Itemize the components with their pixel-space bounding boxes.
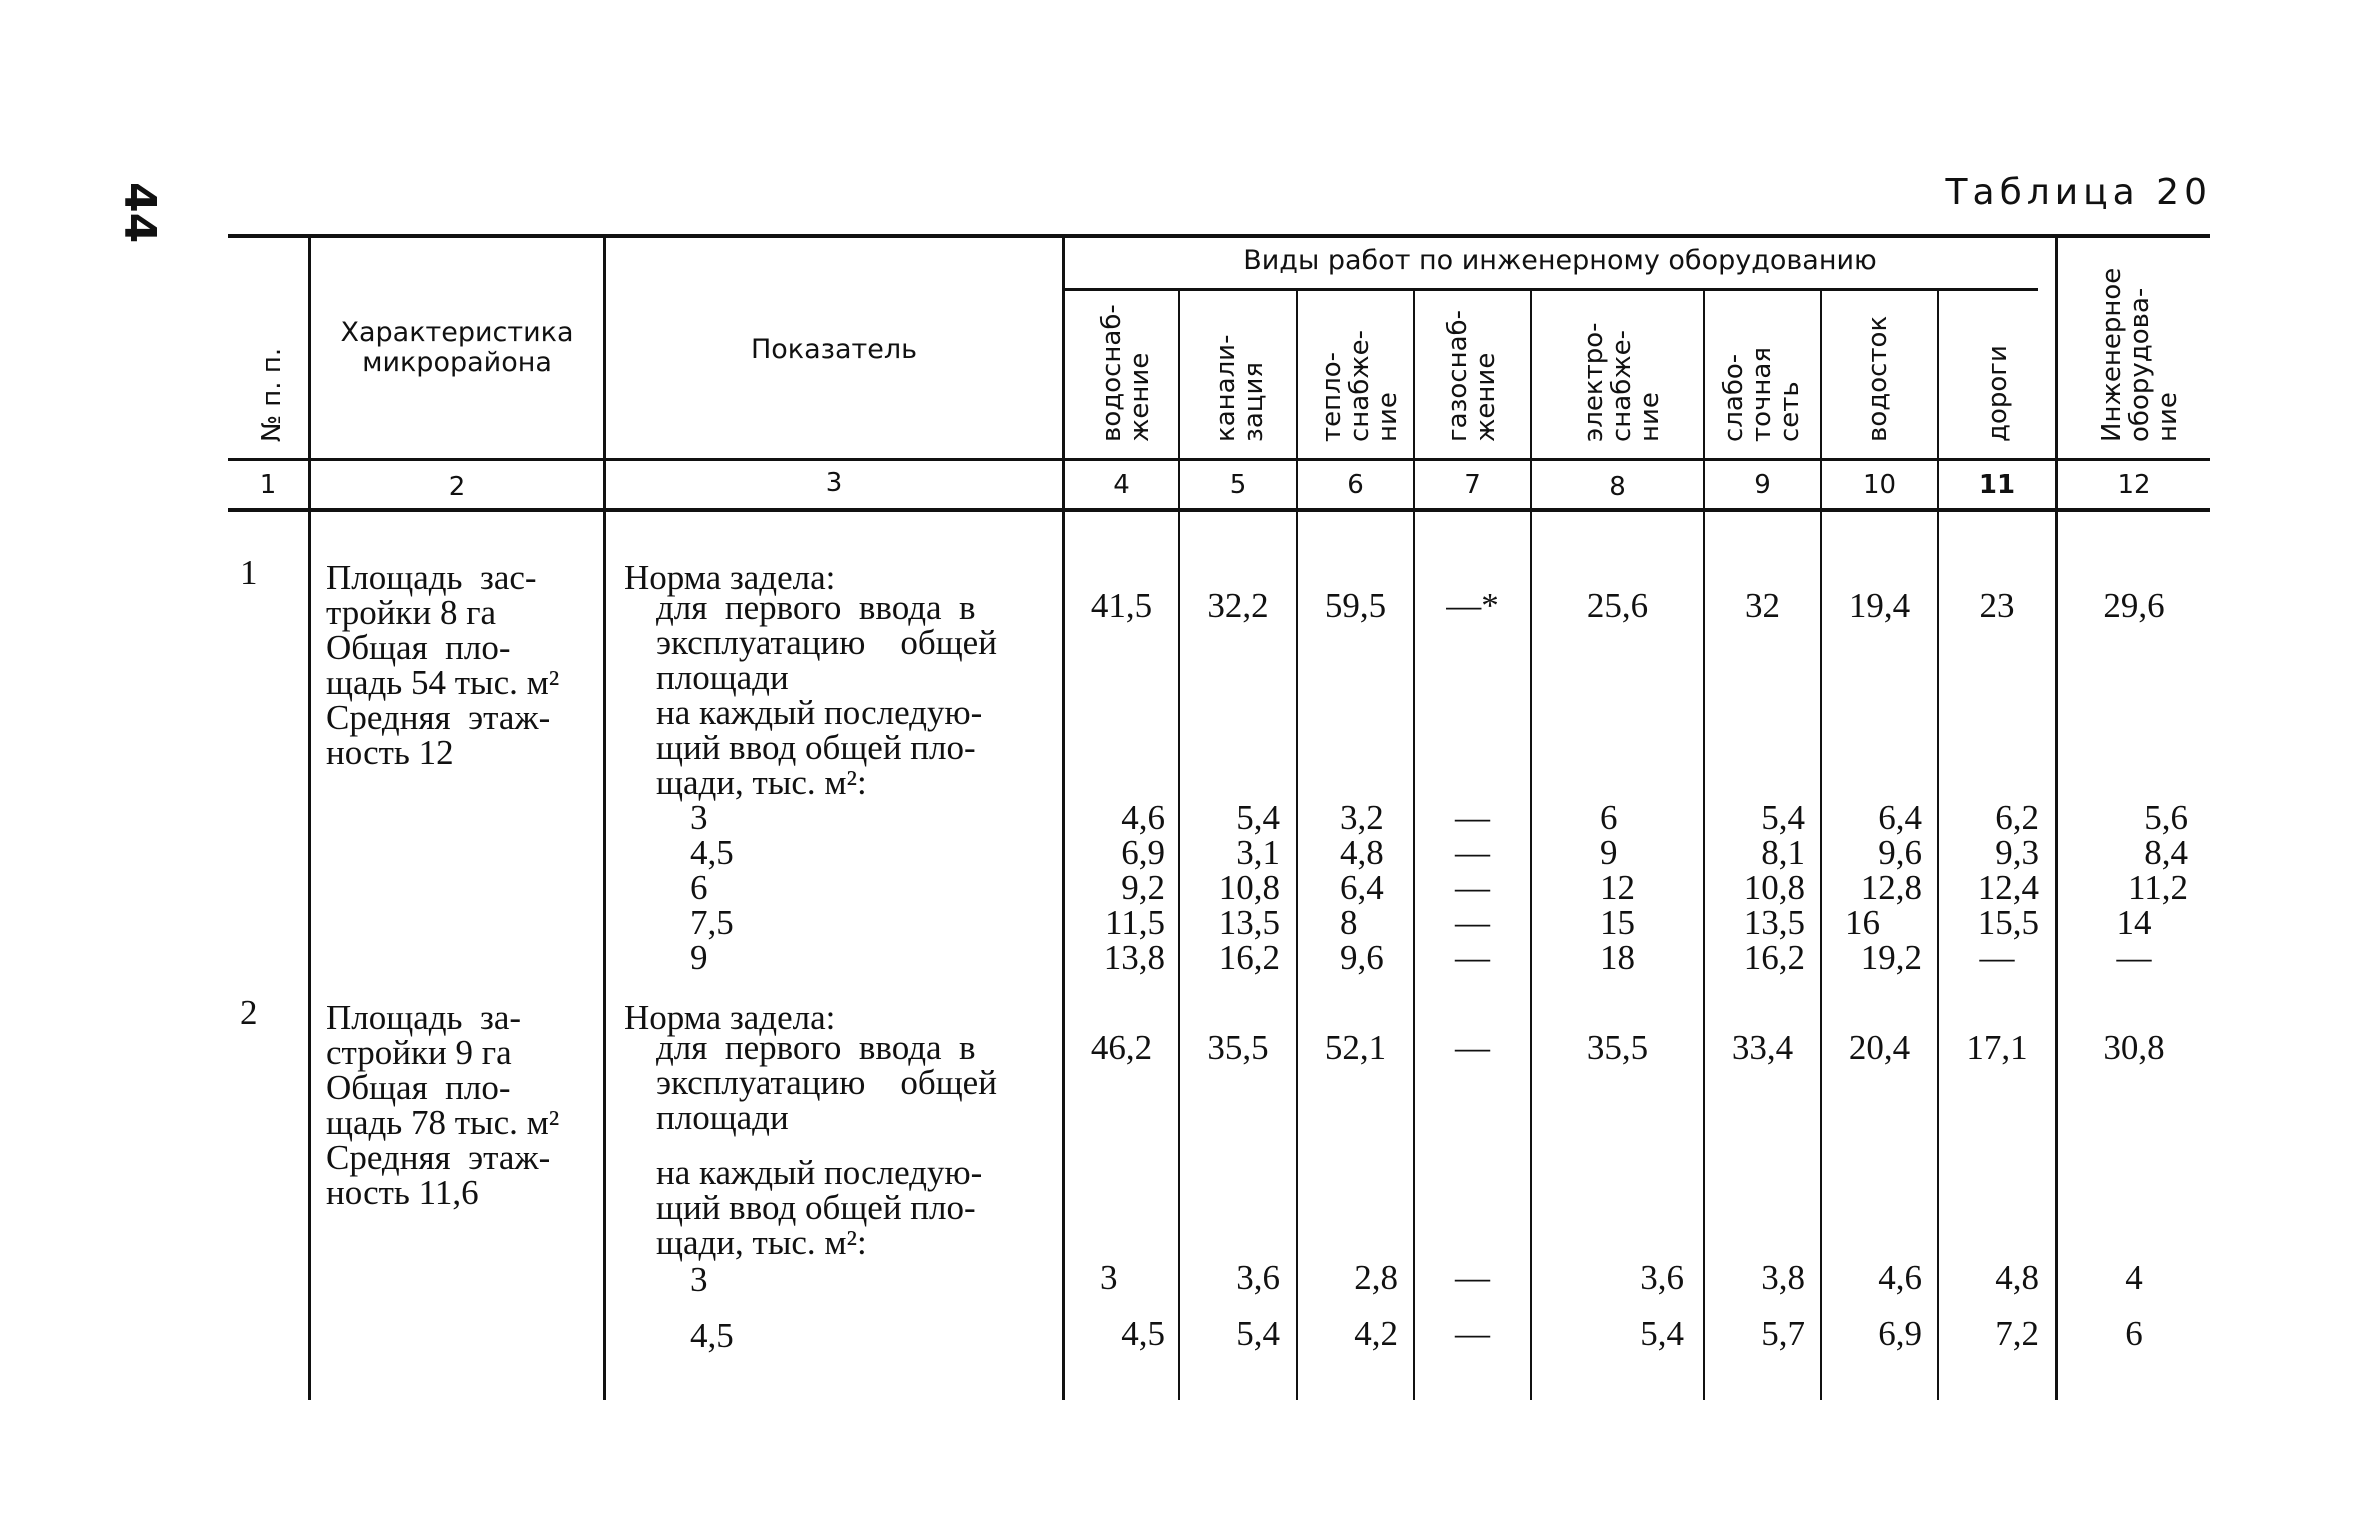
- table-cell: —: [1455, 938, 1490, 977]
- col-number-4: 4: [1113, 470, 1130, 500]
- table-cell: 32: [1745, 586, 1780, 625]
- table-cell: 18: [1600, 938, 1635, 977]
- table-cell: 14: [2116, 903, 2152, 942]
- sub-row-label: 9: [690, 938, 708, 977]
- table-cell: 16,2: [1218, 938, 1280, 977]
- header-work-types: Виды работ по инженерному оборудованию: [1243, 245, 1877, 276]
- header-engineering-equipment: Инженерное оборудова- ние: [2097, 267, 2183, 442]
- table-cell: 6,9: [1878, 1314, 1922, 1353]
- table-cell: 9,3: [1995, 833, 2039, 872]
- header-characteristic: Характеристика микрорайона: [340, 317, 574, 378]
- table-cell: 11,5: [1105, 903, 1165, 942]
- table-cell: 35,5: [1586, 1028, 1649, 1067]
- table-cell: 16: [1845, 903, 1880, 942]
- table-cell: 8: [1340, 903, 1358, 942]
- table-cell: 10,8: [1218, 868, 1280, 907]
- header-drainage: водосток: [1863, 315, 1893, 442]
- table-cell: 4: [2125, 1258, 2143, 1297]
- table-cell: 3: [1100, 1258, 1118, 1297]
- table-cell: 3,6: [1236, 1258, 1280, 1297]
- table-cell: 4,8: [1995, 1258, 2039, 1297]
- col-number-7: 7: [1464, 470, 1481, 500]
- row-2-characteristic: Площадь за- стройки 9 га Общая пло- щадь 78 тыс. м² Средняя этаж- ность 11,6: [326, 998, 560, 1212]
- table-cell: 8,1: [1761, 833, 1805, 872]
- col-number-1: 1: [259, 470, 277, 500]
- table-cell: —: [1979, 938, 2015, 977]
- table-cell: 9,6: [1878, 833, 1922, 872]
- table-cell: —: [1455, 1258, 1490, 1297]
- sub-row-label: 3: [690, 798, 708, 837]
- table-cell: —: [2116, 938, 2152, 977]
- table-cell: —: [1455, 1028, 1490, 1067]
- table-cell: 13,5: [1218, 903, 1280, 942]
- table-cell: 59,5: [1324, 586, 1387, 625]
- table-cell: 11,2: [2128, 868, 2188, 907]
- table-cell: 5,4: [1761, 798, 1805, 837]
- row-1-number: 1: [240, 553, 258, 592]
- table-cell: 23: [1979, 586, 2015, 625]
- table-cell: 5,4: [1236, 798, 1280, 837]
- table-cell: 8,4: [2144, 833, 2188, 872]
- header-power-supply: электро- снабже- ние: [1579, 322, 1665, 442]
- table-cell: 6,2: [1995, 798, 2039, 837]
- table-cell: 19,2: [1860, 938, 1922, 977]
- header-gas-supply: газоснаб- жение: [1443, 310, 1501, 442]
- header-indicator: Показатель: [750, 334, 918, 365]
- table-cell: 3,2: [1340, 798, 1384, 837]
- table-cell: 41,5: [1090, 586, 1153, 625]
- table-cell: 30,8: [2103, 1028, 2165, 1067]
- table-cell: 6: [1600, 798, 1618, 837]
- table-cell: 29,6: [2103, 586, 2165, 625]
- table-cell: 4,5: [1121, 1314, 1165, 1353]
- header-col-number: № п. п.: [257, 347, 287, 442]
- table-cell: 12,4: [1977, 868, 2039, 907]
- sub-row-label: 6: [690, 868, 708, 907]
- table-cell: 16,2: [1743, 938, 1805, 977]
- table-cell: 25,6: [1586, 586, 1649, 625]
- table-cell: 3,8: [1761, 1258, 1805, 1297]
- table-cell: 3,1: [1236, 833, 1280, 872]
- table-cell: 3,6: [1640, 1258, 1684, 1297]
- table-cell: —: [1455, 903, 1490, 942]
- col-number-10: 10: [1862, 470, 1897, 500]
- table-cell: 20,4: [1848, 1028, 1911, 1067]
- table-title: Таблица 20: [1945, 172, 2212, 213]
- row-1-indicator-head: Норма задела:: [624, 558, 836, 597]
- table-cell: 4,8: [1340, 833, 1384, 872]
- table-cell: 7,2: [1995, 1314, 2039, 1353]
- header-sewerage: канали- зация: [1211, 334, 1269, 442]
- table-cell: —: [1455, 833, 1490, 872]
- table-cell: 5,4: [1236, 1314, 1280, 1353]
- row-2-next-label: на каждый последую- щий ввод общей пло- щади, тыс. м²:: [656, 1153, 983, 1262]
- table-cell: 15: [1600, 903, 1635, 942]
- table-cell: 10,8: [1743, 868, 1805, 907]
- table-cell: 4,6: [1121, 798, 1165, 837]
- header-roads: дороги: [1983, 345, 2013, 442]
- row-2-first-label: для первого ввода в эксплуатацию общей площади: [656, 1028, 997, 1137]
- table-cell: 9,6: [1340, 938, 1384, 977]
- table-cell: 6,4: [1340, 868, 1384, 907]
- sub-row-label: 3: [690, 1260, 708, 1299]
- table-cell: 35,5: [1207, 1028, 1269, 1067]
- col-number-2: 2: [448, 472, 466, 502]
- row-1-characteristic: Площадь зас- тройки 8 га Общая пло- щадь 54 тыс. м² Средняя этаж- ность 12: [326, 558, 560, 772]
- table-cell: 6: [2125, 1314, 2143, 1353]
- table-cell: 9: [1600, 833, 1618, 872]
- table-cell: 12: [1600, 868, 1635, 907]
- table-cell: —*: [1446, 586, 1499, 625]
- table-cell: 4,2: [1354, 1314, 1398, 1353]
- table-cell: 5,4: [1640, 1314, 1684, 1353]
- header-low-current: слабо- точная сеть: [1719, 347, 1805, 442]
- table-cell: 13,8: [1103, 938, 1165, 977]
- table-cell: 6,4: [1878, 798, 1922, 837]
- table-cell: 32,2: [1207, 586, 1269, 625]
- table-cell: 9,2: [1121, 868, 1165, 907]
- sub-row-label: 4,5: [690, 1316, 734, 1355]
- col-number-3: 3: [825, 468, 843, 498]
- table-cell: 19,4: [1848, 586, 1911, 625]
- row-1-first-label: для первого ввода в эксплуатацию общей площади: [656, 588, 997, 697]
- page-number: 44: [114, 182, 165, 244]
- table-cell: 52,1: [1324, 1028, 1387, 1067]
- table-cell: —: [1455, 798, 1490, 837]
- sub-row-label: 7,5: [690, 903, 734, 942]
- row-1-next-label: на каждый последую- щий ввод общей пло- щади, тыс. м²:: [656, 693, 983, 802]
- col-number-8: 8: [1609, 472, 1626, 502]
- table-cell: 13,5: [1743, 903, 1805, 942]
- col-number-5: 5: [1229, 470, 1247, 500]
- table-cell: 17,1: [1966, 1028, 2028, 1067]
- col-number-12: 12: [2117, 470, 2151, 500]
- sub-row-label: 4,5: [690, 833, 734, 872]
- col-number-11: 11: [1978, 470, 2016, 500]
- col-number-9: 9: [1754, 470, 1771, 500]
- header-water-supply: водоснаб- жение: [1097, 304, 1155, 442]
- table-cell: —: [1455, 868, 1490, 907]
- table-cell: 2,8: [1354, 1258, 1398, 1297]
- table-cell: 12,8: [1860, 868, 1922, 907]
- table-cell: 5,6: [2144, 798, 2188, 837]
- row-2-number: 2: [240, 993, 258, 1032]
- table-cell: 6,9: [1121, 833, 1165, 872]
- table-cell: —: [1455, 1314, 1490, 1353]
- header-heat-supply: тепло- снабже- ние: [1317, 329, 1403, 442]
- table-cell: 46,2: [1090, 1028, 1153, 1067]
- table-cell: 33,4: [1731, 1028, 1794, 1067]
- table-cell: 15,5: [1977, 903, 2039, 942]
- table-cell: 4,6: [1878, 1258, 1922, 1297]
- row-2-indicator-head: Норма задела:: [624, 998, 836, 1037]
- table-cell: 5,7: [1761, 1314, 1805, 1353]
- col-number-6: 6: [1347, 470, 1364, 500]
